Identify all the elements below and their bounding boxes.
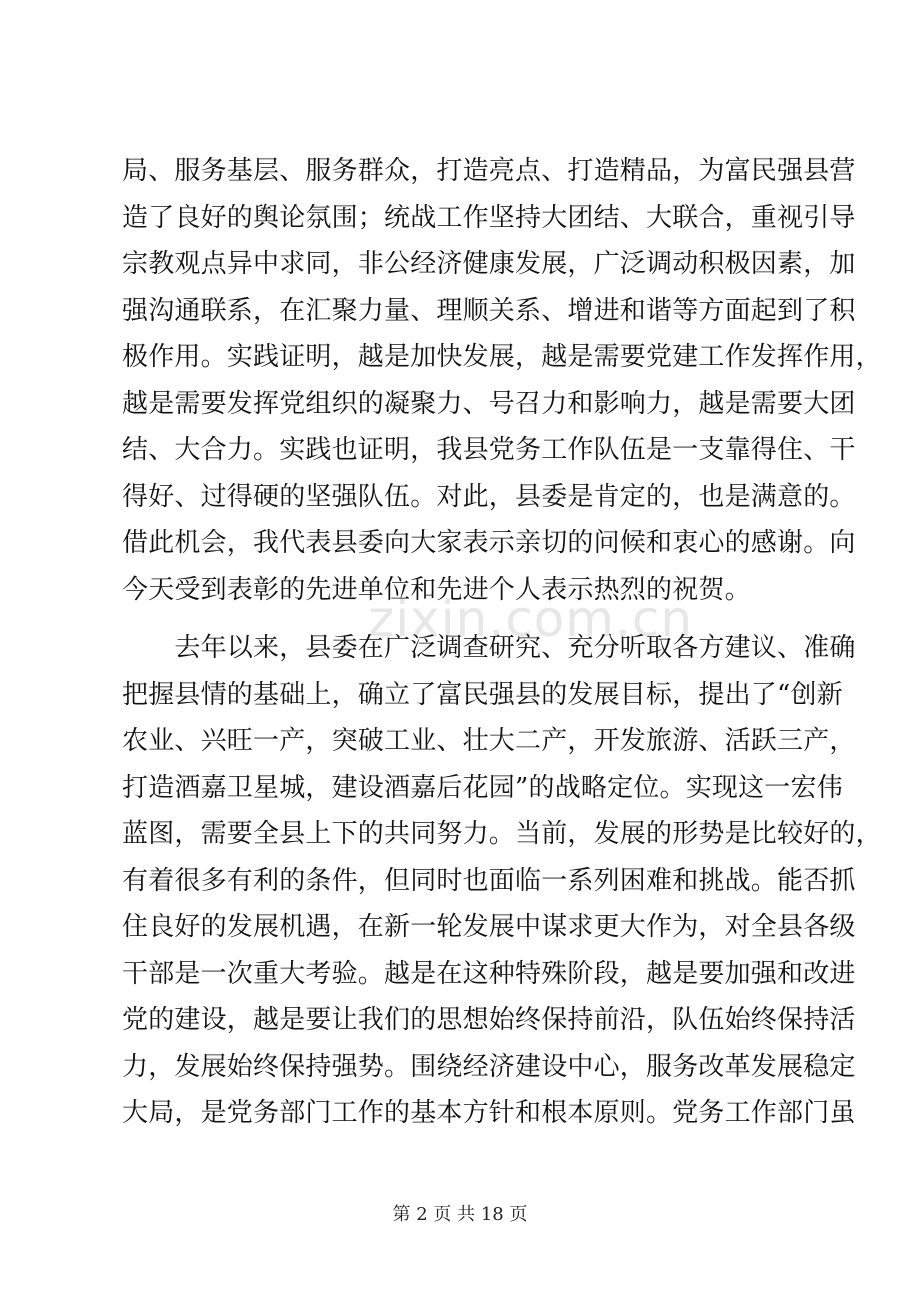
text-line: 大局，是党务部门工作的基本方针和根本原则。党务工作部门虽 (122, 1098, 856, 1128)
text-line: 打造酒嘉卫星城，建设酒嘉后花园”的战略定位。实现这一宏伟 (122, 772, 843, 803)
paragraph-2 (122, 625, 882, 1137)
text-line: 结、大合力。实践也证明，我县党务工作队伍是一支靠得住、干 (122, 435, 856, 465)
text-line: 强沟通联系，在汇聚力量、理顺关系、增进和谐等方面起到了积 (122, 295, 856, 326)
text-line: 借此机会，我代表县委向大家表示亲切的问候和衷心的感谢。向 (122, 528, 856, 558)
text-line: 把握县情的基础上，确立了富民强县的发展目标，提出了“创新 (122, 679, 843, 710)
text-line: 有着很多有利的条件，但同时也面临一系列困难和挑战。能否抓 (122, 865, 856, 896)
paragraph-spacing (122, 613, 812, 625)
document-body (122, 148, 882, 1137)
paragraph-1 (122, 148, 882, 613)
text-line: 造了良好的舆论氛围；统战工作坚持大团结、大联合，重视引导 (122, 202, 856, 233)
watermark: zixin.com.cn (368, 590, 694, 648)
text-line: 今天受到表彰的先进单位和先进个人表示热烈的祝贺。 (122, 574, 751, 605)
text-line: 极作用。实践证明，越是加快发展，越是需要党建工作发挥作用， (122, 342, 882, 372)
text-line: 党的建设，越是要让我们的思想始终保持前沿，队伍始终保持活 (122, 1005, 856, 1035)
text-line: 干部是一次重大考验。越是在这种特殊阶段，越是要加强和改进 (122, 958, 856, 989)
text-line: 蓝图，需要全县上下的共同努力。当前，发展的形势是比较好的， (122, 819, 882, 849)
text-line: 越是需要发挥党组织的凝聚力、号召力和影响力，越是需要大团 (122, 388, 856, 419)
text-line: 宗教观点异中求同，非公经济健康发展，广泛调动积极因素，加 (122, 249, 856, 279)
text-line: 局、服务基层、服务群众，打造亮点、打造精品，为富民强县营 (122, 156, 856, 186)
text-line: 去年以来，县委在广泛调查研究、充分听取各方建议、准确 (122, 633, 856, 663)
page-footer: 第 2 页 共 18 页 (392, 1204, 528, 1225)
text-line: 农业、兴旺一产，突破工业、壮大二产，开发旅游、活跃三产， (122, 726, 856, 756)
text-line: 力，发展始终保持强势。围绕经济建设中心，服务改革发展稳定 (122, 1051, 856, 1082)
text-line: 得好、过得硬的坚强队伍。对此，县委是肯定的，也是满意的。 (122, 481, 856, 512)
text-line: 住良好的发展机遇，在新一轮发展中谋求更大作为，对全县各级 (122, 912, 856, 942)
